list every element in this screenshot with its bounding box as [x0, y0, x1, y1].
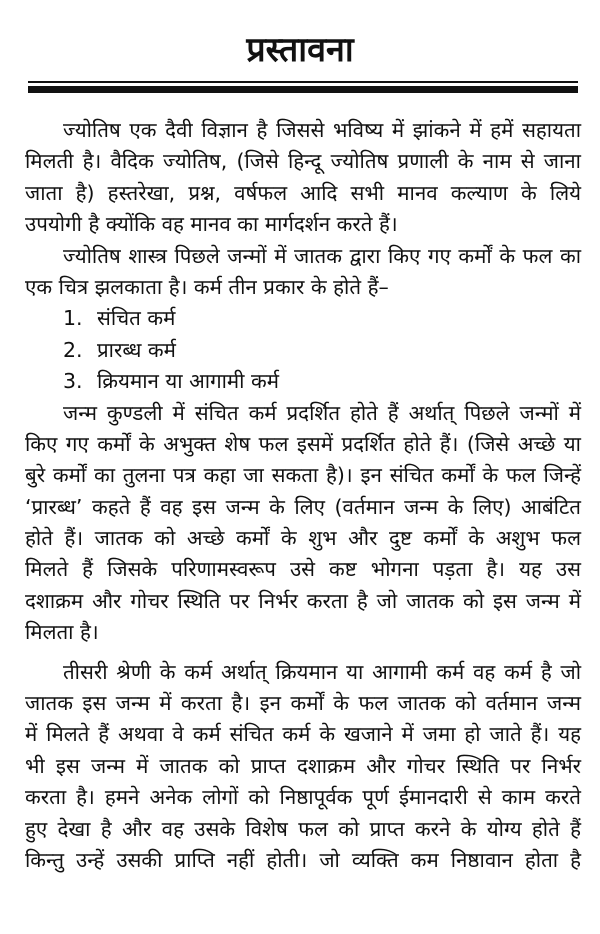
- paragraph-4: [25, 657, 581, 877]
- title-rule-thin: [28, 81, 578, 83]
- text-line: मिलता है।: [25, 620, 99, 645]
- list-item: [25, 335, 581, 366]
- text-line: किए गए कर्मों के अभुक्त शेष फल इसमें प्रदर्शित होते हैं। (जिसे अच्छे या: [25, 431, 581, 456]
- list-number: 1.: [63, 306, 83, 331]
- list-text: क्रियमान या आगामी कर्म: [97, 369, 280, 394]
- text-line: तीसरी श्रेणी के कर्म अर्थात् क्रियमान या आगामी कर्म वह कर्म है जो: [63, 659, 581, 684]
- list-item: [25, 366, 581, 397]
- list-text: संचित कर्म: [97, 306, 176, 331]
- text-line: ‘प्रारब्ध’ कहते हैं वह इस जन्म के लिए (वर्तमान जन्म के लिए) आबंटित: [25, 494, 581, 519]
- karma-list: [25, 303, 581, 397]
- text-line: जाता है) हस्तरेखा, प्रश्न, वर्षफल आदि सभी मानव कल्याण के लिये: [25, 180, 581, 205]
- text-line: जन्म कुण्डली में संचित कर्म प्रदर्शित होते हैं अर्थात् पिछले जन्मों में: [63, 400, 581, 425]
- text-line: होते हैं। जातक को अच्छे कर्मों के शुभ और दुष्ट कर्मों के अशुभ फल: [25, 526, 581, 551]
- paragraph-1: [25, 115, 581, 241]
- text-line: हुए देखा है और वह उसके विशेष फल को प्राप्त करने के योग्य होते हैं: [25, 816, 581, 841]
- text-line: ज्योतिष एक दैवी विज्ञान है जिससे भविष्य में झांकने में हमें सहायता: [63, 118, 581, 142]
- text-line: किन्तु उन्हें उसकी प्राप्ति नहीं होती। जो व्यक्ति कम निष्ठावान होता है: [25, 847, 581, 872]
- paragraph-3: [25, 398, 581, 649]
- text-line: दशाक्रम और गोचर स्थिति पर निर्भर करता है जो जातक को इस जन्म में: [25, 588, 581, 613]
- text-line: उपयोगी है क्योंकि वह मानव का मार्गदर्शन करते हैं।: [25, 212, 398, 237]
- page-title: प्रस्तावना: [246, 30, 354, 70]
- text-line: में मिलते हैं अथवा वे कर्म संचित कर्म के खजाने में जमा हो जाते हैं। यह: [25, 722, 581, 747]
- list-number: 3.: [63, 369, 83, 394]
- text-line: करता है। हमने अनेक लोगों को निष्ठापूर्वक पूर्ण ईमानदारी से काम करते: [25, 785, 581, 810]
- text-line: मिलते हैं जिसके परिणामस्वरूप उसे कष्ट भोगना पड़ता है। यह उस: [25, 557, 581, 582]
- list-item: [25, 303, 581, 334]
- text-line: मिलती है। वैदिक ज्योतिष, (जिसे हिन्दू ज्योतिष प्रणाली के नाम से जाना: [25, 149, 581, 174]
- text-line: भी इस जन्म में जातक को प्राप्त दशाक्रम और गोचर स्थिति पर निर्भर: [25, 753, 581, 778]
- title-rule-thick: [28, 86, 578, 93]
- text-line: ज्योतिष शास्त्र पिछले जन्मों में जातक द्वारा किए गए कर्मों के फल का: [63, 243, 581, 268]
- list-number: 2.: [63, 337, 83, 362]
- document-body: [25, 115, 581, 876]
- text-line: बुरे कर्मों का तुलना पत्र कहा जा सकता है)। इन संचित कर्मों के फल जिन्हें: [25, 463, 581, 488]
- paragraph-2: [25, 241, 581, 304]
- list-text: प्रारब्ध कर्म: [97, 337, 176, 362]
- text-line: जातक इस जन्म में करता है। इन कर्मों के फल जातक को वर्तमान जन्म: [25, 691, 581, 716]
- text-line: एक चित्र झलकाता है। कर्म तीन प्रकार के होते हैं–: [25, 274, 389, 299]
